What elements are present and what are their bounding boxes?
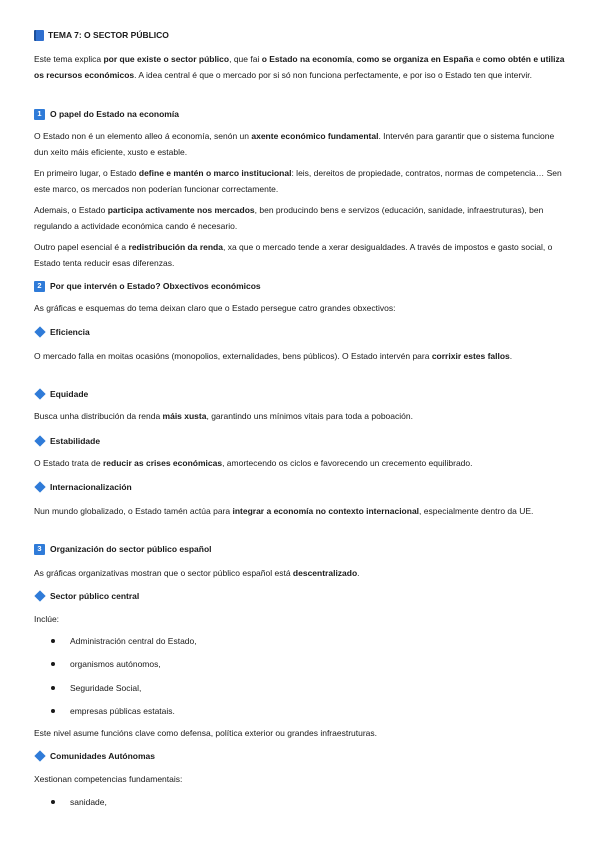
intro-paragraph: Este tema explica por que existe o sector público, que fai o Estado na economía, como se organiza en España e como obtén e utiliza os recursos económicos. A idea central é que o mercado por si só non funciona perfectamente, e por iso o Estado ten que intervir. (34, 54, 565, 80)
diamond-icon (34, 388, 45, 399)
paragraph: Outro papel esencial é a redistribución da renda, xa que o mercado tende a xerar desigualdades. A través de impostos e gasto social, o Estado tenta reducir esas diferenzas. (34, 242, 553, 268)
number-badge: 3 (34, 544, 45, 555)
paragraph: O Estado trata de reducir as crises económicas, amortecendo os ciclos e favorecendo un crecemento equilibrado. (34, 458, 473, 468)
paragraph: Este nivel asume funcións clave como defensa, política exterior ou grandes infraestruturas. (34, 728, 378, 738)
paragraph: As gráficas organizativas mostran que o sector público español está descentralizado. (34, 568, 360, 578)
paragraph: Ademais, o Estado participa activamente nos mercados, ben producindo bens e servizos (educación, sanidade, infraestruturas), ben regulando a actividade económica cando é necesario. (34, 205, 544, 231)
page-title: TEMA 7: O SECTOR PÚBLICO (34, 27, 566, 43)
diamond-icon (34, 590, 45, 601)
paragraph: Busca unha distribución da renda máis xusta, garantindo uns mínimos vitais para toda a poboación. (34, 411, 413, 421)
subheading-equidade: Equidade (34, 386, 566, 402)
bullet-icon (51, 686, 55, 690)
section-2-heading: 2 Por que intervén o Estado? Obxectivos económicos (34, 278, 566, 294)
diamond-icon (34, 481, 45, 492)
diamond-icon (34, 326, 45, 337)
subheading-comunidades: Comunidades Autónomas (34, 748, 566, 764)
subheading-estabilidade: Estabilidade (34, 433, 566, 449)
paragraph: En primeiro lugar, o Estado define e mantén o marco institucional: leis, dereitos de propiedade, contratos, normas de competencia… Sen este marco, os mercados non poderían funcionar correctamente. (34, 168, 562, 194)
paragraph: Xestionan competencias fundamentais: (34, 774, 183, 784)
subheading-internacionalizacion: Internacionalización (34, 479, 566, 495)
document-page: TEMA 7: O SECTOR PÚBLICO Este tema explica por que existe o sector público, que fai o Estado na economía, como se organiza en España e como obtén e utiliza os recursos económicos. A idea central é que o mercado por si só non funciona perfectamente, e por iso o Estado ten que intervir. 1 O papel do Estado na economía O Estado non é un elemento alleo á economía, senón un axente económico fundamental. Intervén para garantir que o sistema funcione dun xeito máis eficiente, xusto e estable. En primeiro lugar, o Estado define e mantén o marco institucional: leis, dereitos de propiedade, contratos, normas de competencia… Sen este marco, os mercados non poderían funcionar correctamente. Ademais, o Estado participa activamente nos mercados, ben producindo bens e servizos (educación, sanidade, infraestruturas), ben regulando a actividade económica cando é necesario. Outro papel esencial é a redistribución da renda, xa que o mercado tende a xerar desigualdades. A través de impostos e gasto social, o Estado tenta reducir esas diferenzas. 2 Por que intervén o Estado? Obxectivos económicos As gráficas e esquemas do tema deixan claro que o Estado persegue catro grandes obxectivos: Eficiencia O mercado falla en moitas ocasións (monopolios, externalidades, bens públicos). O Estado intervén para corrixir estes fallos. Equidade Busca unha distribución da renda máis xusta, garantindo uns mínimos vitais para toda a poboación. Estabilidade O Estado trata de reducir as crises económicas, amortecendo os ciclos e favorecendo un crecemento equilibrado. Internacionalización Nun mundo globalizado, o Estado tamén actúa para integrar a economía no contexto internacional, especialmente dentro da UE. 3 Organización do sector público español As gráficas organizativas mostran que o sector público español está descentralizado. Sector público central Inclúe: Administración central do Estado, organismos autónomos, Seguridade Social, empresas públicas estatais. Este nivel asume funcións clave como defensa, política exterior ou grandes infraestruturas. Comunidades Autónomas Xestionan competencias fundamentais: sanidade, (0, 0, 599, 848)
paragraph: Nun mundo globalizado, o Estado tamén actúa para integrar a economía no contexto internacional, especialmente dentro da UE. (34, 506, 534, 516)
paragraph: O mercado falla en moitas ocasións (monopolios, externalidades, bens públicos). O Estado intervén para corrixir estes fallos. (34, 351, 513, 361)
book-icon (34, 30, 44, 41)
bullet-icon (51, 709, 55, 713)
section-3-heading: 3 Organización do sector público español (34, 541, 566, 557)
section-1-heading: 1 O papel do Estado na economía (34, 106, 566, 122)
paragraph: As gráficas e esquemas do tema deixan claro que o Estado persegue catro grandes obxectivos: (34, 303, 396, 313)
bullet-icon (51, 800, 55, 804)
subheading-eficiencia: Eficiencia (34, 324, 566, 340)
paragraph: Inclúe: (34, 614, 60, 624)
number-badge: 2 (34, 281, 45, 292)
diamond-icon (34, 435, 45, 446)
number-badge: 1 (34, 109, 45, 120)
subheading-sector-central: Sector público central (34, 588, 566, 604)
paragraph: O Estado non é un elemento alleo á economía, senón un axente económico fundamental. Intervén para garantir que o sistema funcione dun xeito máis eficiente, xusto e estable. (34, 131, 555, 157)
bullet-icon (51, 662, 55, 666)
bullet-icon (51, 639, 55, 643)
diamond-icon (34, 750, 45, 761)
